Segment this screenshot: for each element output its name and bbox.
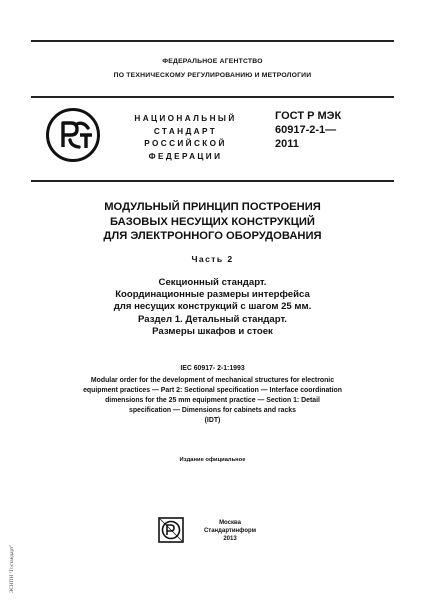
title-line: МОДУЛЬНЫЙ ПРИНЦИП ПОСТРОЕНИЯ: [104, 201, 321, 213]
english-title-line: Modular order for the development of mechanical structures for electronic: [90, 377, 335, 384]
english-title-line: specification — Dimensions for cabinets and racks: [129, 407, 296, 414]
subtitle-line: Раздел 1. Детальный стандарт.: [138, 313, 287, 325]
iec-reference: IEC 60917- 2-1:1993: [180, 365, 245, 372]
subtitle-line: Размеры шкафов и стоек: [152, 325, 273, 337]
designation-line: 2011: [275, 138, 299, 150]
designation-line: 60917-2-1—: [275, 124, 337, 136]
part-label: Часть 2: [191, 254, 234, 264]
publisher-line: 2013: [223, 536, 237, 542]
publisher-logo-icon: [158, 517, 184, 543]
subtitle-line: Координационные размеры интерфейса: [115, 289, 310, 301]
national-standard-line: РОССИЙСКОЙ: [144, 139, 227, 149]
designation-rule: [31, 180, 394, 182]
subtitle-line: для несущих конструкций с шагом 25 мм.: [113, 301, 312, 313]
document-title: [31, 200, 394, 244]
title-line: ДЛЯ ЭЛЕКТРОННОГО ОБОРУДОВАНИЯ: [103, 230, 322, 242]
english-title-line: (IDT): [204, 417, 221, 424]
edition-label: Издание официальное: [179, 457, 246, 463]
english-title: [40, 376, 385, 426]
national-standard-label: [118, 113, 253, 163]
national-standard-line: НАЦИОНАЛЬНЫЙ: [134, 114, 237, 123]
standard-designation: [275, 109, 395, 151]
subtitle-line: Секционный стандарт.: [158, 277, 267, 288]
english-title-line: dimensions for the 25 mm equipment practice — Section 1: Detail: [105, 397, 320, 404]
header-rule: [31, 96, 394, 98]
title-line: БАЗОВЫХ НЕСУЩИХ КОНСТРУКЦИЙ: [110, 215, 315, 228]
rst-logo-icon: [46, 108, 100, 162]
side-watermark-note: ЭСНПН "Гостандарт": [9, 544, 15, 593]
english-title-line: equipment practices — Part 2: Sectional specification — Interface coordination: [83, 387, 342, 394]
national-standard-line: СТАНДАРТ: [153, 126, 218, 136]
publisher-line: Москва: [219, 520, 241, 526]
agency-name-line1: ФЕДЕРАЛЬНОЕ АГЕНТСТВО: [162, 58, 263, 65]
publisher-info: [200, 519, 260, 543]
document-subtitle: [31, 277, 394, 338]
national-standard-line: ФЕДЕРАЦИИ: [148, 151, 223, 161]
publisher-line: Стандартинформ: [203, 528, 257, 534]
top-rule: [31, 40, 394, 42]
designation-line: ГОСТ Р МЭК: [275, 110, 342, 122]
agency-name-line2: ПО ТЕХНИЧЕСКОМУ РЕГУЛИРОВАНИЮ И МЕТРОЛОГИИ: [113, 72, 312, 79]
